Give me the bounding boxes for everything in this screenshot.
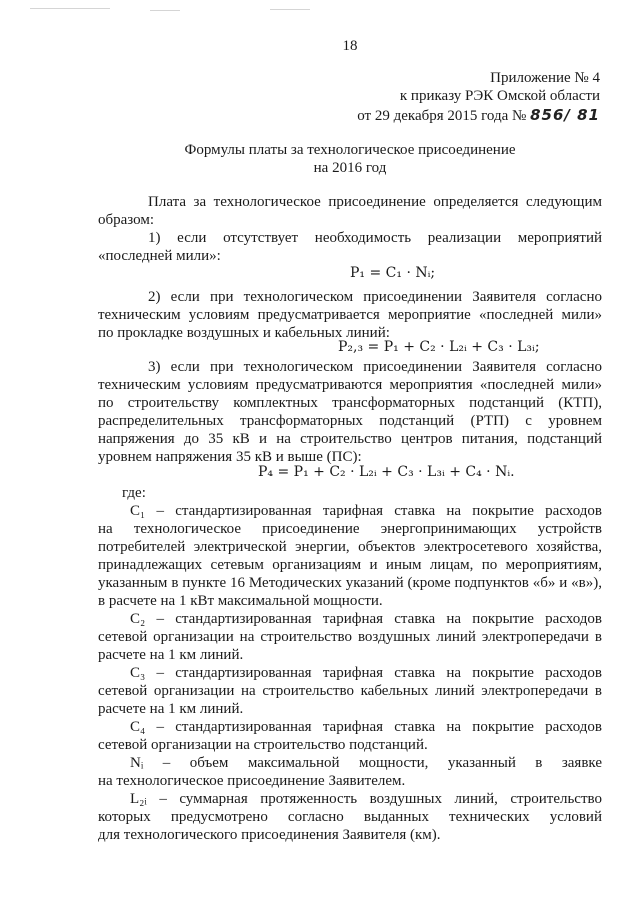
case3-line: уровнем напряжения 35 кВ и выше (ПС): [98, 449, 362, 465]
def-c1-line: на технологическое присоединение энергопринимающих устройств [98, 521, 602, 537]
def-c1-line: в расчете на 1 кВт максимальной мощности. [98, 593, 383, 609]
formula-p23: P₂,₃ = P₁ + C₂ · L₂ᵢ + C₃ · L₃ᵢ; [338, 339, 540, 355]
order-reference: к приказу РЭК Омской области [399, 88, 600, 104]
def-l2i-line: которых предусмотрено согласно выданных технических условий [98, 809, 602, 825]
case2-line: техническим условиям предусматривается мероприятие «последней мили» [98, 307, 602, 323]
def-c4-line: C₄ – стандартизированная тарифная ставка на покрытие расходов [130, 719, 602, 735]
scan-artifact [270, 9, 310, 10]
document-subtitle: на 2016 год [313, 160, 387, 176]
where-label: где: [122, 485, 146, 501]
def-c1-line: потребителей электрической энергии, объектов электросетевого хозяйства, [98, 539, 602, 555]
def-c1-line: указанным в пункте 16 Методических указаний (кроме подпунктов «б» и «в»), [98, 575, 602, 591]
def-l2i-line: L₂ᵢ – суммарная протяженность воздушных линий, строительство [130, 791, 602, 807]
def-c2-line: C₂ – стандартизированная тарифная ставка на покрытие расходов [130, 611, 602, 627]
def-c2-line: сетевой организации на строительство воздушных линий электропередачи в [98, 629, 602, 645]
case3-line: распределительных трансформаторных подстанций (РТП) с уровнем [98, 413, 602, 429]
def-c1-line: принадлежащих сетевым организациям и иным лицам, по мероприятиям, [98, 557, 602, 573]
case1-line: «последней мили»: [98, 248, 221, 264]
appendix-label: Приложение № 4 [490, 70, 600, 86]
def-l2i-line: для технологического присоединения Заявителя (км). [98, 827, 441, 843]
def-c2-line: расчете на 1 км линий. [98, 647, 244, 663]
case3-line: техническим условиям предусматриваются мероприятия «последней мили» [98, 377, 602, 393]
def-c3-line: C₃ – стандартизированная тарифная ставка на покрытие расходов [130, 665, 602, 681]
case3-line: по строительству комплектных трансформаторных подстанций (КТП), [98, 395, 602, 411]
page-number: 18 [342, 38, 358, 54]
case3-line: напряжения до 35 кВ и на строительство центров питания, подстанций [98, 431, 602, 447]
case1-line: 1) если отсутствует необходимость реализации мероприятий [148, 230, 602, 246]
case2-line: 2) если при технологическом присоединении Заявителя согласно [148, 289, 602, 305]
order-number-handwritten: 856/ 81 [530, 106, 600, 124]
case2-line: по прокладке воздушных и кабельных линий: [98, 325, 390, 341]
intro-line: Плата за технологическое присоединение определяется следующим [148, 194, 602, 210]
formula-p4: P₄ = P₁ + C₂ · L₂ᵢ + C₃ · L₃ᵢ + C₄ · Nᵢ. [258, 464, 515, 480]
def-c1-line: C₁ – стандартизированная тарифная ставка на покрытие расходов [130, 503, 602, 519]
scan-artifact [150, 10, 180, 11]
scan-artifact [30, 8, 110, 9]
case3-line: 3) если при технологическом присоединении Заявителя согласно [148, 359, 602, 375]
def-ni-line: на технологическое присоединение Заявителем. [98, 773, 406, 789]
order-date-line [357, 106, 600, 125]
def-c3-line: расчете на 1 км линий. [98, 701, 244, 717]
formula-p1: P₁ = C₁ · Nᵢ; [350, 265, 436, 281]
document-title: Формулы платы за технологическое присоединение [184, 142, 516, 158]
order-date: от 29 декабря 2015 года № [357, 108, 527, 124]
intro-line: образом: [98, 212, 155, 228]
def-c3-line: сетевой организации на строительство кабельных линий электропередачи в [98, 683, 602, 699]
def-c4-line: сетевой организации на строительство подстанций. [98, 737, 428, 753]
def-ni-line: Nᵢ – объем максимальной мощности, указанный в заявке [130, 755, 602, 771]
